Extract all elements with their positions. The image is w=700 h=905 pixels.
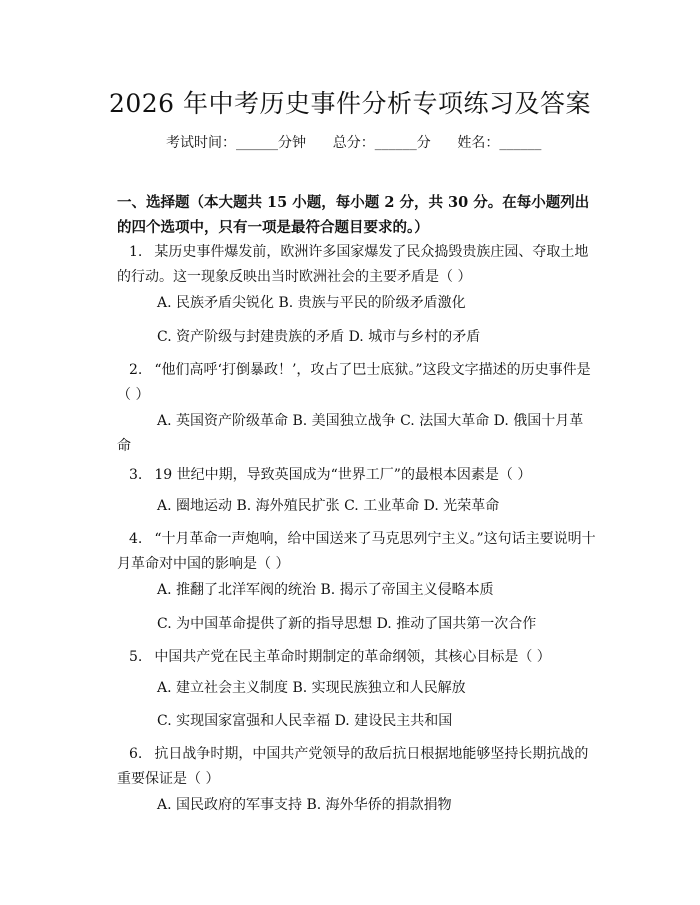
question-1-options-row-1: A. 民族矛盾尖锐化 B. 贵族与平民的阶级矛盾激化 <box>157 295 466 311</box>
question-text: 抗日战争时期，中国共产党领导的敌后抗日根据地能够坚持长期抗战的重要保证是（ ） <box>117 746 589 787</box>
total-score-blank: ______ <box>374 135 417 151</box>
question-number: 1. <box>129 244 143 260</box>
question-6 <box>117 742 597 792</box>
options-text: A. 英国资产阶级革命 B. 美国独立战争 C. 法国大革命 D. 俄国十月革 <box>157 413 584 429</box>
question-2 <box>117 358 597 408</box>
total-score-label: 总分： <box>332 135 375 151</box>
total-score-unit: 分 <box>416 135 431 151</box>
question-text: “十月革命一声炮响，给中国送来了马克思列宁主义。”这句话主要说明十月革命对中国的影响是（ ） <box>117 531 596 572</box>
question-3 <box>117 463 597 488</box>
question-5 <box>117 645 597 670</box>
section-heading: 一、选择题（本大题共 15 小题，每小题 2 分，共 30 分。在每小题列出的四个选项中，只有一项是最符合题目要求的。） <box>117 194 590 236</box>
question-5-options-row-1: A. 建立社会主义制度 B. 实现民族独立和人民解放 <box>157 680 466 696</box>
question-3-options-row-1: A. 圈地运动 B. 海外殖民扩张 C. 工业革命 D. 光荣革命 <box>157 498 500 514</box>
question-2-options-row-1 <box>117 409 601 459</box>
question-number: 4. <box>129 531 143 547</box>
question-6-options-row-1: A. 国民政府的军事支持 B. 海外华侨的捐款捐物 <box>157 797 452 813</box>
student-name-blank: ______ <box>499 135 542 151</box>
page-title: 2026 年中考历史事件分析专项练习及答案 <box>108 89 592 118</box>
question-4-options-row-2: C. 为中国革命提供了新的指导思想 D. 推动了国共第一次合作 <box>157 616 537 632</box>
question-4 <box>117 527 597 577</box>
exam-info-line <box>166 132 541 152</box>
question-number: 2. <box>129 362 143 378</box>
options-text-continued: 命 <box>117 438 131 454</box>
question-text: 中国共产党在民主革命时期制定的革命纲领，其核心目标是（ ） <box>154 649 551 665</box>
question-number: 5. <box>129 649 143 665</box>
student-name-label: 姓名： <box>457 135 500 151</box>
exam-time-label: 考试时间： <box>166 135 236 151</box>
question-number: 3. <box>129 467 143 483</box>
exam-time-blank: ______ <box>236 135 278 151</box>
question-text: 19 世纪中期，导致英国成为“世界工厂”的最根本因素是（ ） <box>154 467 532 483</box>
question-1-options-row-2: C. 资产阶级与封建贵族的矛盾 D. 城市与乡村的矛盾 <box>157 329 481 345</box>
question-5-options-row-2: C. 实现国家富强和人民幸福 D. 建设民主共和国 <box>157 713 453 729</box>
question-number: 6. <box>129 746 143 762</box>
question-1 <box>117 240 597 290</box>
question-text: “他们高呼‘打倒暴政！’，攻占了巴士底狱。”这段文字描述的历史事件是（ ） <box>117 362 591 403</box>
question-4-options-row-1: A. 推翻了北洋军阀的统治 B. 揭示了帝国主义侵略本质 <box>157 582 494 598</box>
question-text: 某历史事件爆发前，欧洲许多国家爆发了民众捣毁贵族庄园、夺取土地的行动。这一现象反映出当时欧洲社会的主要矛盾是（ ） <box>117 244 589 285</box>
exam-time-unit: 分钟 <box>278 135 306 151</box>
